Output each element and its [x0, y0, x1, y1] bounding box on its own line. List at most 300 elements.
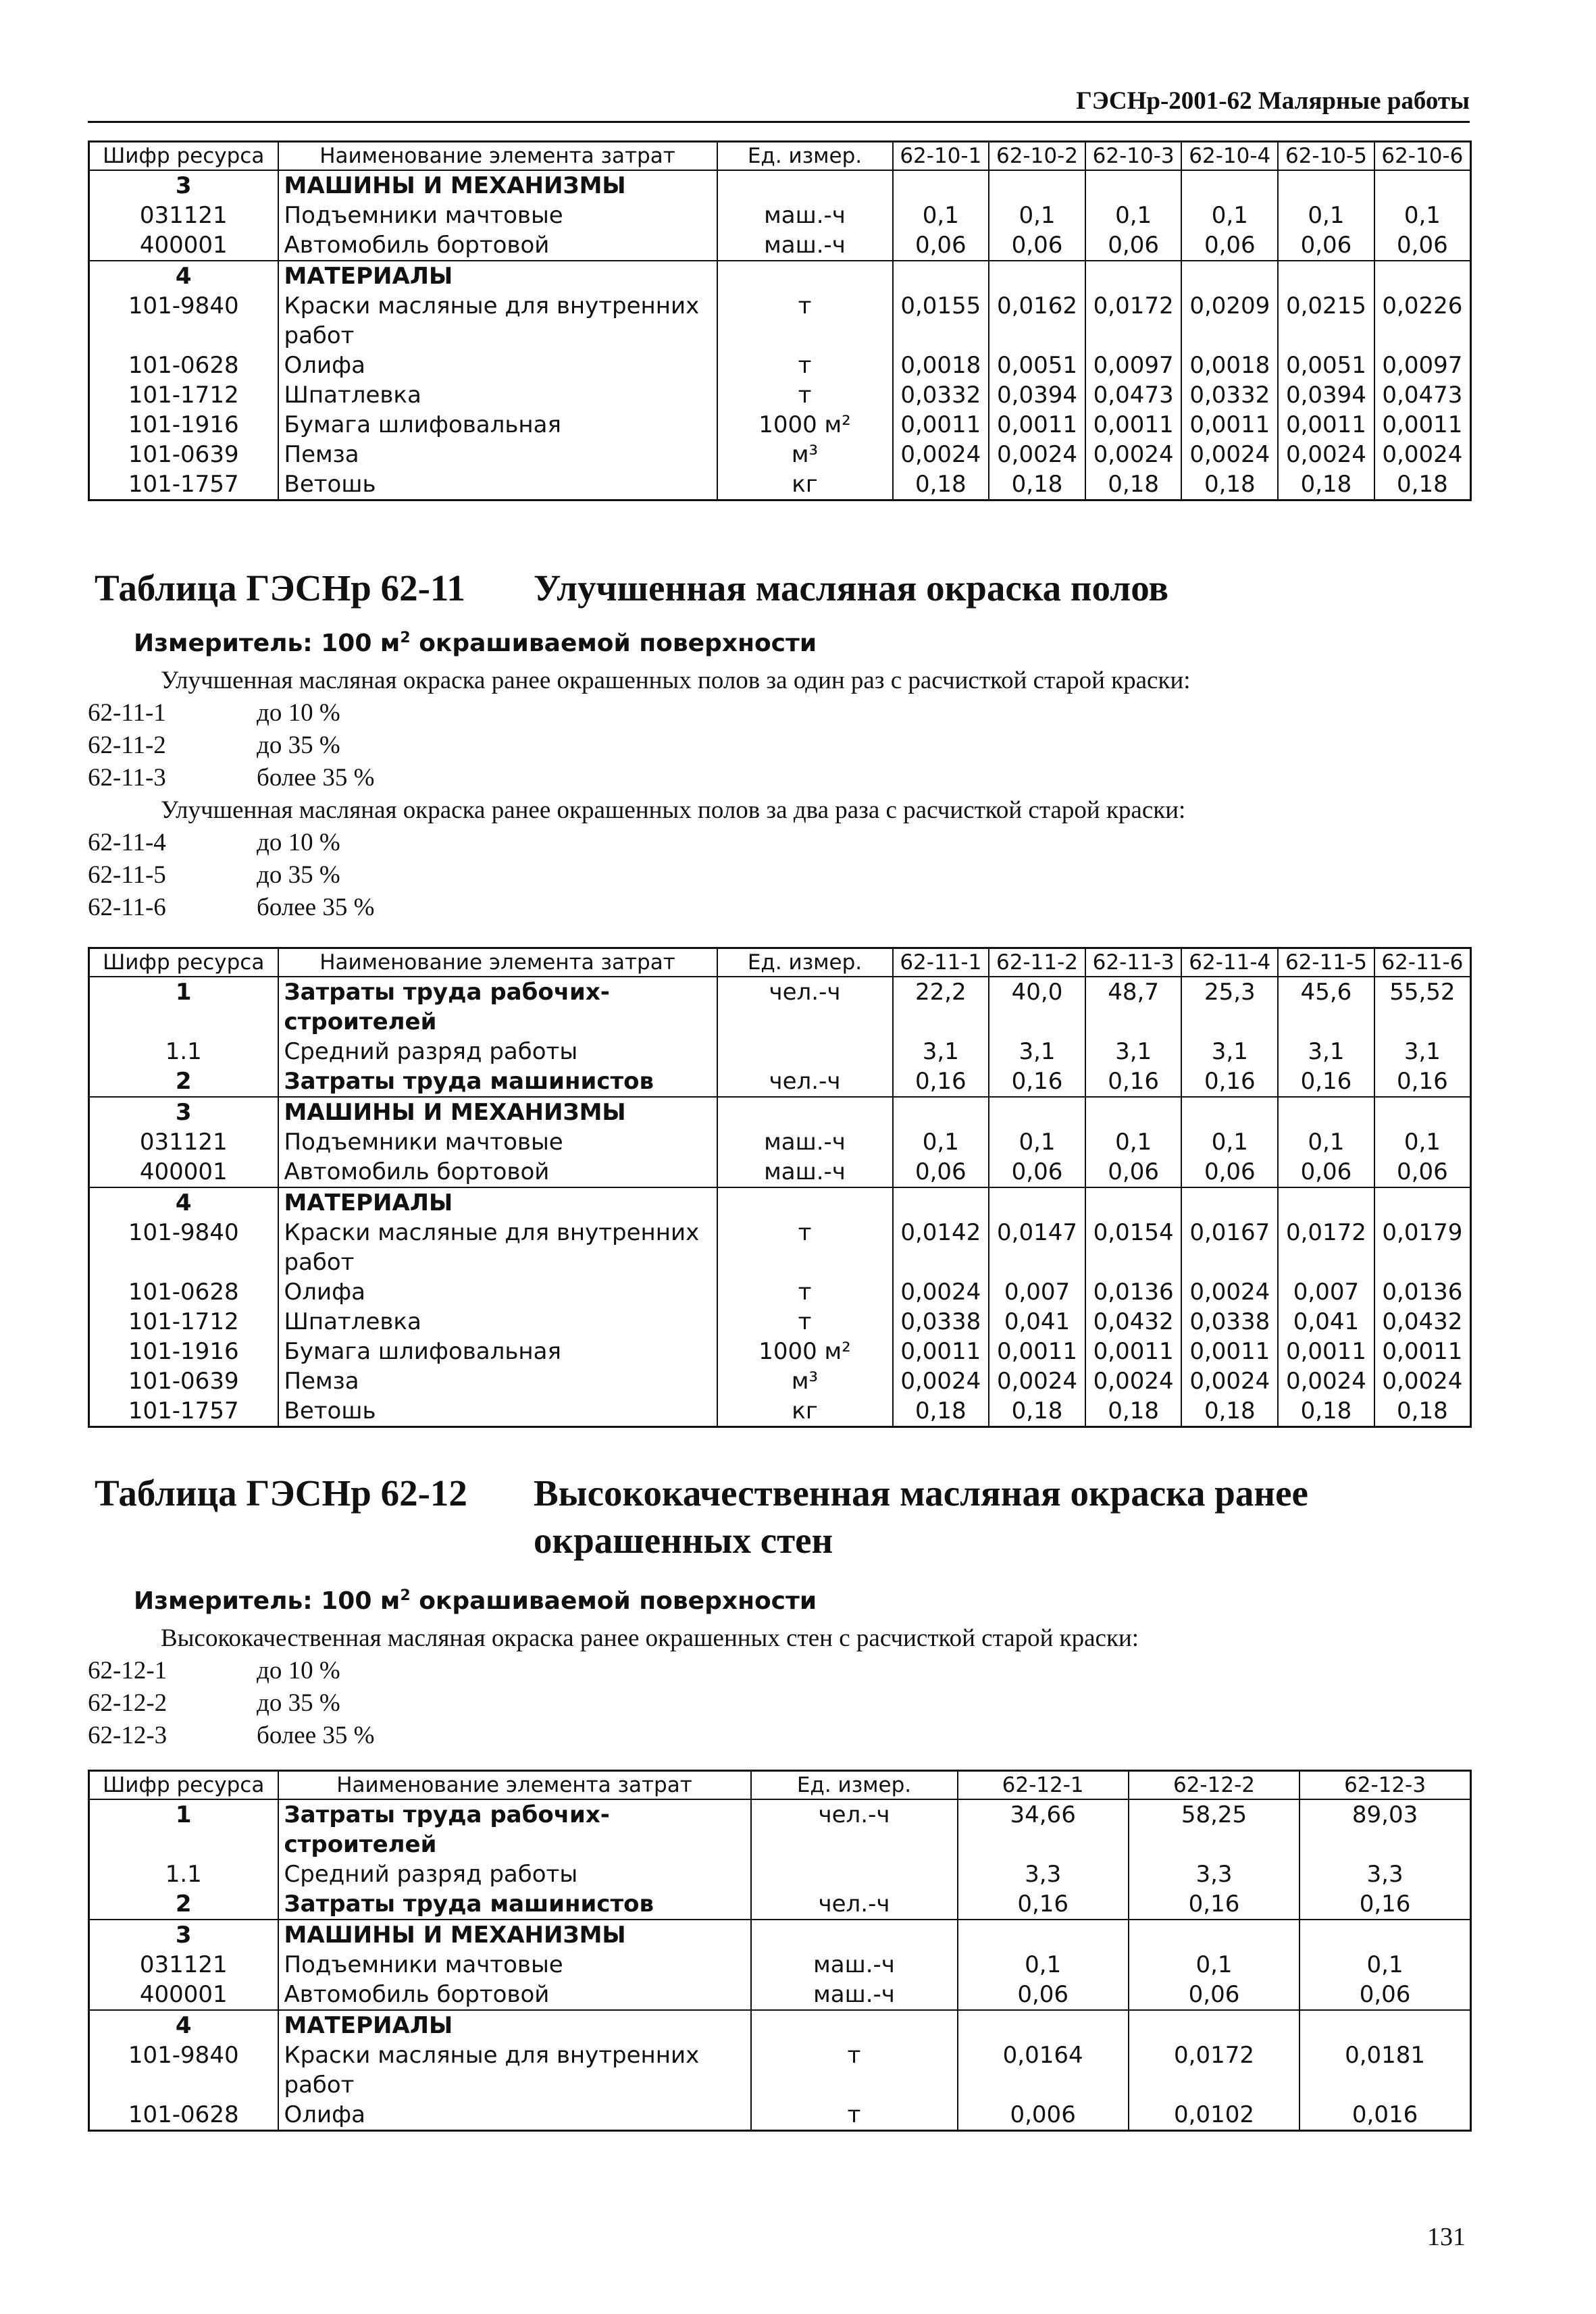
value-cell: 0,18: [1181, 1396, 1278, 1427]
norm-text: до 35 %: [257, 731, 340, 759]
value-cell: 0,0018: [893, 351, 989, 380]
resource-name: МАШИНЫ И МЕХАНИЗМЫ: [278, 1920, 751, 1950]
meter-text: Измеритель: 100 м: [134, 1587, 401, 1615]
value-cell: [1181, 261, 1278, 291]
col-header-name: Наименование элемента затрат: [278, 142, 717, 171]
value-cell: 0,18: [1085, 469, 1182, 500]
value-cell: [1085, 170, 1182, 201]
description-62-11: [88, 665, 1479, 924]
value-cell: 0,0097: [1085, 351, 1182, 380]
table-row: [89, 2040, 1471, 2100]
value-cell: 0,18: [989, 469, 1085, 500]
resource-code: 101-1757: [89, 1396, 278, 1427]
value-cell: 0,0024: [989, 440, 1085, 469]
resource-code: 2: [89, 1066, 278, 1097]
unit-cell: маш.-ч: [717, 230, 893, 261]
norm-text: более 35 %: [257, 1722, 375, 1749]
col-header-norm: 62-11-1: [893, 948, 989, 977]
col-header-norm: 62-12-3: [1299, 1771, 1470, 1800]
table-row: [89, 351, 1471, 380]
value-cell: 0,0011: [989, 1337, 1085, 1366]
unit-cell: т: [751, 2040, 958, 2100]
value-cell: 3,3: [1299, 1859, 1470, 1889]
norm-code: 62-12-2: [88, 1689, 168, 1717]
resource-name: Бумага шлифовальная: [278, 1337, 717, 1366]
value-cell: [893, 170, 989, 201]
unit-cell: кг: [717, 1396, 893, 1427]
value-cell: [1299, 2010, 1470, 2040]
value-cell: 0,1: [1085, 1127, 1182, 1157]
resource-name: Автомобиль бортовой: [278, 230, 717, 261]
norm-text: до 10 %: [257, 1657, 340, 1685]
value-cell: 0,1: [958, 1950, 1129, 1980]
resource-code: 101-1916: [89, 1337, 278, 1366]
description-62-12: [88, 1622, 1479, 1752]
value-cell: 0,0179: [1374, 1218, 1471, 1277]
resource-code: 101-1712: [89, 1307, 278, 1337]
value-cell: 34,66: [958, 1799, 1129, 1859]
resource-name: Средний разряд работы: [278, 1037, 717, 1066]
unit-cell: [717, 261, 893, 291]
value-cell: 0,18: [989, 1396, 1085, 1427]
value-cell: [893, 1187, 989, 1218]
col-header-code: Шифр ресурса: [89, 142, 278, 171]
value-cell: 0,06: [1374, 1157, 1471, 1187]
unit-cell: кг: [717, 469, 893, 500]
col-header-norm: 62-11-5: [1278, 948, 1374, 977]
unit-cell: 1000 м²: [717, 1337, 893, 1366]
table-row: [89, 440, 1471, 469]
value-cell: 55,52: [1374, 977, 1471, 1037]
meter-rest: окрашиваемой поверхности: [410, 629, 817, 657]
resource-name: Пемза: [278, 1366, 717, 1396]
value-cell: [1278, 1187, 1374, 1218]
table-row: [89, 410, 1471, 440]
value-cell: [1181, 1187, 1278, 1218]
meter-62-11: [134, 623, 817, 659]
table-row: [89, 1127, 1471, 1157]
resource-code: 4: [89, 1187, 278, 1218]
value-cell: 0,0136: [1374, 1277, 1471, 1307]
value-cell: [1374, 261, 1471, 291]
value-cell: 0,0011: [1278, 1337, 1374, 1366]
value-cell: 0,1: [1374, 201, 1471, 230]
unit-cell: [717, 170, 893, 201]
unit-cell: чел.-ч: [751, 1799, 958, 1859]
resource-code: 031121: [89, 1950, 278, 1980]
value-cell: 0,18: [893, 469, 989, 500]
value-cell: 0,0473: [1374, 380, 1471, 410]
value-cell: 0,18: [1278, 469, 1374, 500]
value-cell: 0,1: [1374, 1127, 1471, 1157]
value-cell: 0,0024: [1374, 440, 1471, 469]
table-row: [89, 1037, 1471, 1066]
table-row: [89, 2100, 1471, 2131]
unit-cell: т: [717, 1307, 893, 1337]
norm-item: [88, 1687, 1479, 1720]
value-cell: 0,16: [989, 1066, 1085, 1097]
value-cell: 0,06: [1299, 1980, 1470, 2010]
table-label: Таблица ГЭСНр 62-11: [95, 567, 465, 609]
value-cell: 0,0018: [1181, 351, 1278, 380]
unit-cell: маш.-ч: [717, 1127, 893, 1157]
col-header-norm: 62-10-1: [893, 142, 989, 171]
value-cell: 0,18: [1374, 1396, 1471, 1427]
value-cell: 0,0332: [1181, 380, 1278, 410]
value-cell: 0,1: [1278, 1127, 1374, 1157]
value-cell: 0,0432: [1374, 1307, 1471, 1337]
value-cell: [1129, 1920, 1299, 1950]
norm-item: [88, 827, 1479, 859]
unit-cell: м³: [717, 1366, 893, 1396]
col-header-norm: 62-10-6: [1374, 142, 1471, 171]
value-cell: 0,041: [1278, 1307, 1374, 1337]
table-row: [89, 261, 1471, 291]
resource-name: Пемза: [278, 440, 717, 469]
resource-name: Шпатлевка: [278, 1307, 717, 1337]
value-cell: 0,16: [1374, 1066, 1471, 1097]
table-heading: Высококачественная масляная окраска ранее окрашенных стен: [534, 1472, 1308, 1561]
resource-code: 3: [89, 1920, 278, 1950]
resource-code: 4: [89, 261, 278, 291]
value-cell: 0,1: [893, 1127, 989, 1157]
value-cell: [1181, 1097, 1278, 1127]
resource-code: 101-0628: [89, 1277, 278, 1307]
value-cell: 0,0011: [1374, 1337, 1471, 1366]
table-row: [89, 230, 1471, 261]
value-cell: 58,25: [1129, 1799, 1299, 1859]
resource-code: 4: [89, 2010, 278, 2040]
value-cell: [989, 1187, 1085, 1218]
table-row: [89, 1157, 1471, 1187]
resource-name: МАТЕРИАЛЫ: [278, 2010, 751, 2040]
unit-cell: т: [717, 380, 893, 410]
value-cell: 0,0051: [989, 351, 1085, 380]
resource-table-62-10: [88, 140, 1472, 501]
value-cell: 0,0394: [1278, 380, 1374, 410]
value-cell: 0,0024: [1085, 1366, 1182, 1396]
value-cell: [1278, 170, 1374, 201]
value-cell: 0,18: [1374, 469, 1471, 500]
resource-code: 1.1: [89, 1859, 278, 1889]
resource-code: 400001: [89, 1157, 278, 1187]
value-cell: 3,1: [989, 1037, 1085, 1066]
value-cell: [1085, 261, 1182, 291]
value-cell: 0,0011: [1085, 1337, 1182, 1366]
resource-name: МАШИНЫ И МЕХАНИЗМЫ: [278, 1097, 717, 1127]
table-row: [89, 380, 1471, 410]
description-intro: Улучшенная масляная окраска ранее окрашенных полов за два раза с расчисткой старой краски:: [161, 796, 1186, 824]
resource-name: Бумага шлифовальная: [278, 410, 717, 440]
norm-code: 62-12-3: [88, 1722, 168, 1749]
table-row: [89, 291, 1471, 351]
table-row: [89, 1218, 1471, 1277]
value-cell: [1374, 1187, 1471, 1218]
resource-name: Ветошь: [278, 1396, 717, 1427]
table-row: [89, 1889, 1471, 1920]
norm-item: [88, 729, 1479, 762]
value-cell: 0,06: [1278, 230, 1374, 261]
norm-item: [88, 1655, 1479, 1687]
value-cell: 0,007: [989, 1277, 1085, 1307]
value-cell: 0,0011: [1278, 410, 1374, 440]
resource-name: Ветошь: [278, 469, 717, 500]
resource-name: Шпатлевка: [278, 380, 717, 410]
meter-sup: 2: [400, 629, 411, 646]
table-row: [89, 1799, 1471, 1859]
value-cell: 3,1: [893, 1037, 989, 1066]
meter-sup: 2: [400, 1587, 411, 1604]
value-cell: 0,0181: [1299, 2040, 1470, 2100]
col-header-norm: 62-10-4: [1181, 142, 1278, 171]
value-cell: 45,6: [1278, 977, 1374, 1037]
col-header-norm: 62-10-2: [989, 142, 1085, 171]
unit-cell: [717, 1097, 893, 1127]
value-cell: 0,0338: [893, 1307, 989, 1337]
resource-name: Олифа: [278, 2100, 751, 2131]
value-cell: 0,0102: [1129, 2100, 1299, 2131]
value-cell: 0,0172: [1129, 2040, 1299, 2100]
resource-name: МАТЕРИАЛЫ: [278, 1187, 717, 1218]
value-cell: 0,0172: [1278, 1218, 1374, 1277]
unit-cell: маш.-ч: [717, 201, 893, 230]
value-cell: 0,0011: [893, 1337, 989, 1366]
value-cell: 0,1: [1181, 1127, 1278, 1157]
value-cell: 0,1: [989, 201, 1085, 230]
col-header-unit: Ед. измер.: [717, 142, 893, 171]
resource-code: 400001: [89, 1980, 278, 2010]
col-header-norm: 62-12-2: [1129, 1771, 1299, 1800]
resource-code: 031121: [89, 1127, 278, 1157]
value-cell: 0,16: [1085, 1066, 1182, 1097]
value-cell: 0,16: [958, 1889, 1129, 1920]
value-cell: [893, 1097, 989, 1127]
col-header-norm: 62-12-1: [958, 1771, 1129, 1800]
norm-code: 62-12-1: [88, 1657, 168, 1685]
unit-cell: т: [751, 2100, 958, 2131]
value-cell: 0,06: [1085, 1157, 1182, 1187]
resource-code: 101-0639: [89, 1366, 278, 1396]
col-header-norm: 62-10-3: [1085, 142, 1182, 171]
value-cell: 0,16: [1299, 1889, 1470, 1920]
value-cell: 3,1: [1085, 1037, 1182, 1066]
meter-62-12: [134, 1580, 817, 1617]
col-header-unit: Ед. измер.: [717, 948, 893, 977]
value-cell: [1278, 261, 1374, 291]
resource-name: МАШИНЫ И МЕХАНИЗМЫ: [278, 170, 717, 201]
col-header-norm: 62-10-5: [1278, 142, 1374, 171]
unit-cell: маш.-ч: [717, 1157, 893, 1187]
resource-code: 101-1916: [89, 410, 278, 440]
resource-code: 1: [89, 1799, 278, 1859]
value-cell: 0,0162: [989, 291, 1085, 351]
value-cell: [1085, 1187, 1182, 1218]
table-row: [89, 1066, 1471, 1097]
resource-code: 400001: [89, 230, 278, 261]
unit-cell: чел.-ч: [751, 1889, 958, 1920]
value-cell: 3,3: [1129, 1859, 1299, 1889]
value-cell: 0,06: [989, 1157, 1085, 1187]
value-cell: 3,1: [1181, 1037, 1278, 1066]
value-cell: 0,0432: [1085, 1307, 1182, 1337]
resource-code: 1.1: [89, 1037, 278, 1066]
unit-cell: 1000 м²: [717, 410, 893, 440]
value-cell: 0,0154: [1085, 1218, 1182, 1277]
description-intro: Высококачественная масляная окраска ранее окрашенных стен с расчисткой старой краски:: [161, 1624, 1139, 1652]
value-cell: 0,1: [1085, 201, 1182, 230]
norm-code: 62-11-6: [88, 894, 166, 921]
value-cell: 0,0164: [958, 2040, 1129, 2100]
value-cell: 0,0097: [1374, 351, 1471, 380]
table-row: [89, 1187, 1471, 1218]
value-cell: 0,16: [1278, 1066, 1374, 1097]
value-cell: 0,0338: [1181, 1307, 1278, 1337]
value-cell: [1374, 1097, 1471, 1127]
norm-code: 62-11-5: [88, 861, 166, 889]
unit-cell: [717, 1037, 893, 1066]
table-row: [89, 1366, 1471, 1396]
resource-code: 101-0628: [89, 351, 278, 380]
table-row: [89, 170, 1471, 201]
value-cell: 0,0011: [1374, 410, 1471, 440]
value-cell: 0,16: [1129, 1889, 1299, 1920]
value-cell: 0,0209: [1181, 291, 1278, 351]
value-cell: 0,0024: [989, 1366, 1085, 1396]
page-number: 131: [1427, 2223, 1466, 2251]
resource-table-62-12: [88, 1770, 1472, 2132]
col-header-norm: 62-11-4: [1181, 948, 1278, 977]
resource-name: Подъемники мачтовые: [278, 1127, 717, 1157]
value-cell: 0,06: [893, 1157, 989, 1187]
resource-name: Олифа: [278, 351, 717, 380]
value-cell: 0,0142: [893, 1218, 989, 1277]
norm-item: [88, 762, 1479, 794]
value-cell: 0,0024: [893, 1366, 989, 1396]
norm-item: [88, 1720, 1479, 1752]
resource-code: 101-0628: [89, 2100, 278, 2131]
norm-item: [88, 697, 1479, 729]
value-cell: 0,06: [1129, 1980, 1299, 2010]
col-header-code: Шифр ресурса: [89, 948, 278, 977]
resource-code: 101-0639: [89, 440, 278, 469]
table-row: [89, 1920, 1471, 1950]
value-cell: 3,1: [1374, 1037, 1471, 1066]
resource-name: Подъемники мачтовые: [278, 201, 717, 230]
value-cell: 0,0332: [893, 380, 989, 410]
value-cell: 0,016: [1299, 2100, 1470, 2131]
value-cell: 0,006: [958, 2100, 1129, 2131]
value-cell: 0,0024: [1085, 440, 1182, 469]
value-cell: 0,06: [1278, 1157, 1374, 1187]
norm-code: 62-11-3: [88, 764, 166, 792]
norm-code: 62-11-2: [88, 731, 166, 759]
resource-code: 3: [89, 170, 278, 201]
value-cell: 0,06: [893, 230, 989, 261]
value-cell: 0,18: [1181, 469, 1278, 500]
value-cell: 3,3: [958, 1859, 1129, 1889]
table-row: [89, 1396, 1471, 1427]
value-cell: [1299, 1920, 1470, 1950]
table-row: [89, 1980, 1471, 2010]
value-cell: 0,0024: [1374, 1366, 1471, 1396]
table-row: [89, 1337, 1471, 1366]
value-cell: [989, 261, 1085, 291]
table-row: [89, 469, 1471, 500]
table-row: [89, 1859, 1471, 1889]
resource-name: Автомобиль бортовой: [278, 1157, 717, 1187]
value-cell: 0,0215: [1278, 291, 1374, 351]
table-row: [89, 2010, 1471, 2040]
value-cell: 0,0024: [893, 1277, 989, 1307]
resource-name: Краски масляные для внутренних работ: [278, 1218, 717, 1277]
norm-text: до 10 %: [257, 829, 340, 856]
unit-cell: чел.-ч: [717, 1066, 893, 1097]
value-cell: 0,0011: [989, 410, 1085, 440]
value-cell: 89,03: [1299, 1799, 1470, 1859]
value-cell: 0,0136: [1085, 1277, 1182, 1307]
col-header-norm: 62-11-6: [1374, 948, 1471, 977]
resource-code: 101-9840: [89, 291, 278, 351]
unit-cell: маш.-ч: [751, 1980, 958, 2010]
norm-code: 62-11-4: [88, 829, 166, 856]
col-header-name: Наименование элемента затрат: [278, 1771, 751, 1800]
value-cell: [1085, 1097, 1182, 1127]
value-cell: 0,1: [1278, 201, 1374, 230]
meter-rest: окрашиваемой поверхности: [410, 1587, 817, 1615]
unit-cell: [717, 1187, 893, 1218]
value-cell: 0,0011: [893, 410, 989, 440]
resource-code: 3: [89, 1097, 278, 1127]
value-cell: 3,1: [1278, 1037, 1374, 1066]
norm-text: более 35 %: [257, 894, 375, 921]
resource-table-62-11: [88, 947, 1472, 1428]
norm-text: до 35 %: [257, 861, 340, 889]
value-cell: 0,0473: [1085, 380, 1182, 410]
value-cell: 0,0167: [1181, 1218, 1278, 1277]
value-cell: 0,0024: [893, 440, 989, 469]
value-cell: 0,0024: [1181, 1366, 1278, 1396]
value-cell: 0,0011: [1181, 1337, 1278, 1366]
value-cell: 48,7: [1085, 977, 1182, 1037]
resource-name: Затраты труда рабочих-строителей: [278, 977, 717, 1037]
value-cell: 0,06: [1374, 230, 1471, 261]
value-cell: 0,0024: [1181, 1277, 1278, 1307]
value-cell: 0,0011: [1085, 410, 1182, 440]
table-row: [89, 1277, 1471, 1307]
norm-text: более 35 %: [257, 764, 375, 792]
value-cell: 0,0011: [1181, 410, 1278, 440]
unit-cell: [751, 2010, 958, 2040]
value-cell: [1181, 170, 1278, 201]
value-cell: 0,1: [1299, 1950, 1470, 1980]
value-cell: 0,06: [958, 1980, 1129, 2010]
col-header-code: Шифр ресурса: [89, 1771, 278, 1800]
value-cell: 0,0024: [1278, 440, 1374, 469]
resource-code: 101-1712: [89, 380, 278, 410]
resource-name: Затраты труда рабочих-строителей: [278, 1799, 751, 1859]
resource-code: 031121: [89, 201, 278, 230]
value-cell: [893, 261, 989, 291]
value-cell: [1129, 2010, 1299, 2040]
value-cell: 0,0155: [893, 291, 989, 351]
value-cell: 0,0051: [1278, 351, 1374, 380]
norm-text: до 10 %: [257, 699, 340, 727]
resource-code: 1: [89, 977, 278, 1037]
value-cell: 22,2: [893, 977, 989, 1037]
value-cell: 0,16: [893, 1066, 989, 1097]
value-cell: 0,0172: [1085, 291, 1182, 351]
table-row: [89, 201, 1471, 230]
